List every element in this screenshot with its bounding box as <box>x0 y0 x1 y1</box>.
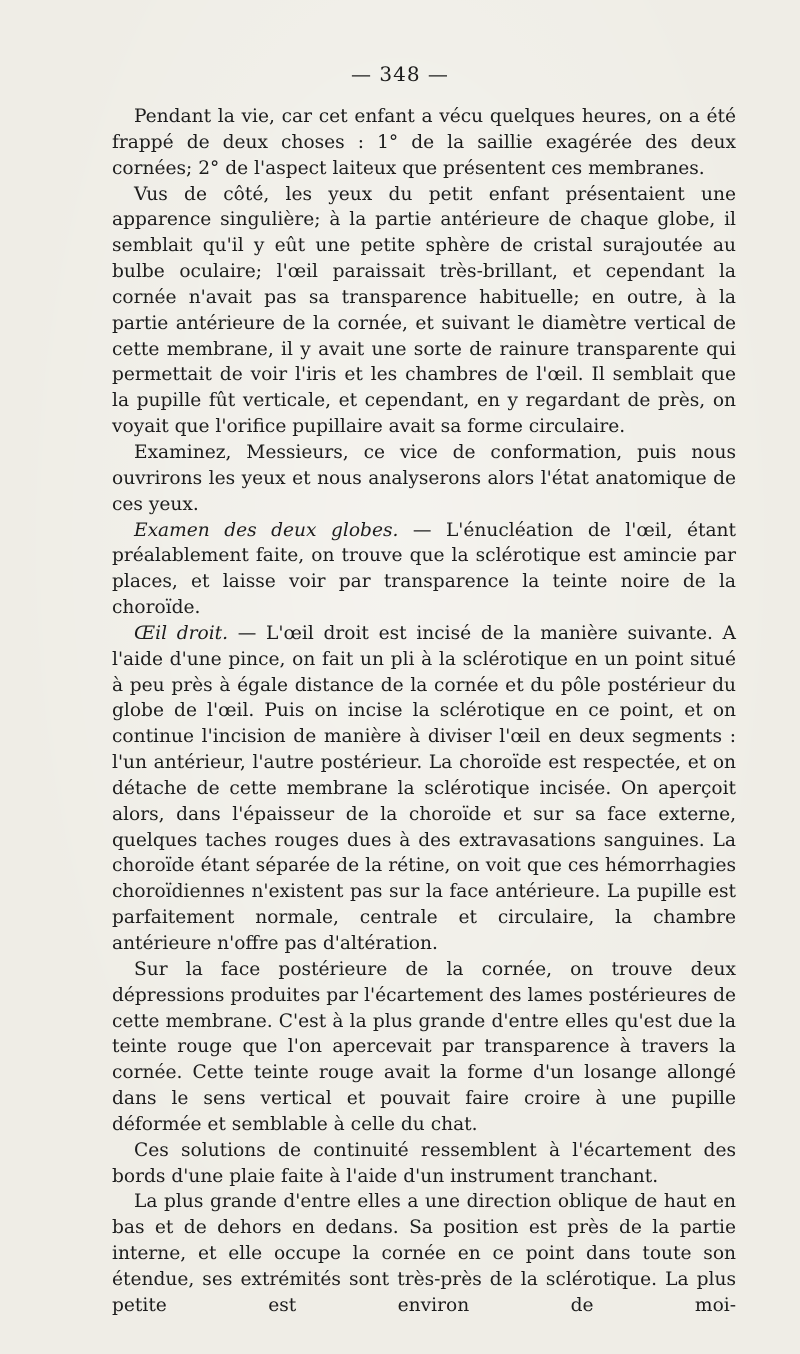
section-heading-oeil-droit: Œil droit. <box>134 622 229 644</box>
paragraph-oeil-droit <box>112 621 736 957</box>
section-text-globes: — L'énucléation de l'œil, étant préalablement faite, on trouve que la sclérotique est amincie par places, et laisse voir par transparence la teinte noire de la choroïde. <box>112 519 736 619</box>
section-text-oeil-droit: — L'œil droit est incisé de la manière suivante. A l'aide d'une pince, on fait un pli à la sclérotique en un point situé à peu près à égale distance de la cornée et du pôle postérieur du globe de l'œil. Puis on incise la sclérotique en ce point, et on continue l'incision de manière à diviser l'œil en deux segments : l'un antérieur, l'autre postérieur. La choroïde est respectée, et on détache de cette membrane la sclérotique incisée. On aperçoit alors, dans l'épaisseur de la choroïde et sur sa face externe, quelques taches rouges dues à des extravasations sanguines. La choroïde étant séparée de la rétine, on voit que ces hémorrhagies choroïdiennes n'existent pas sur la face antérieure. La pupille est parfaitement normale, centrale et circulaire, la chambre antérieure n'offre pas d'altération. <box>112 622 736 954</box>
page-number: — 348 — <box>351 62 449 86</box>
paragraph-solutions: Ces solutions de continuité ressemblent à l'écartement des bords d'une plaie faite à l'aide d'un instrument tranchant. <box>112 1139 736 1187</box>
paragraph-plus-grande: La plus grande d'entre elles a une direction oblique de haut en bas et de dehors en dedans. Sa position est près de la partie interne, et elle occupe la cornée en ce point dans toute son étendue, ses extrémités sont très-près de la sclérotique. La plus petite est environ de moi- <box>112 1191 736 1316</box>
paragraph-1: Pendant la vie, car cet enfant a vécu quelques heures, on a été frappé de deux choses : 1° de la saillie exagérée des deux cornées; 2° de l'aspect laiteux que présentent ces membranes. <box>112 106 736 179</box>
paragraph-face-posterieure: Sur la face postérieure de la cornée, on trouve deux dépressions produites par l'écartement des lames postérieures de cette membrane. C'est à la plus grande d'entre elles qu'est due la teinte rouge que l'on apercevait par transparence à travers la cornée. Cette teinte rouge avait la forme d'un losange allongé dans le sens vertical et pouvait faire croire à une pupille déformée et semblable à celle du chat. <box>112 958 736 1135</box>
paragraph-3: Examinez, Messieurs, ce vice de conformation, puis nous ouvrirons les yeux et nous analyserons alors l'état anatomique de ces yeux. <box>112 441 736 515</box>
paragraph-examen-globes <box>112 518 736 621</box>
section-heading-globes: Examen des deux globes. <box>134 519 399 541</box>
body-text <box>112 104 736 1319</box>
paragraph-2: Vus de côté, les yeux du petit enfant présentaient une apparence singulière; à la partie antérieure de chaque globe, il semblait qu'il y eût une petite sphère de cristal surajoutée au bulbe oculaire; l'œil paraissait très-brillant, et cependant la cornée n'avait pas sa transparence habituelle; en outre, à la partie antérieure de la cornée, et suivant le diamètre vertical de cette membrane, il y avait une sorte de rainure transparente qui permettait de voir l'iris et les chambres de l'œil. Il semblait que la pupille fût verticale, et cependant, en y regardant de près, on voyait que l'orifice pupillaire avait sa forme circulaire. <box>112 183 736 438</box>
